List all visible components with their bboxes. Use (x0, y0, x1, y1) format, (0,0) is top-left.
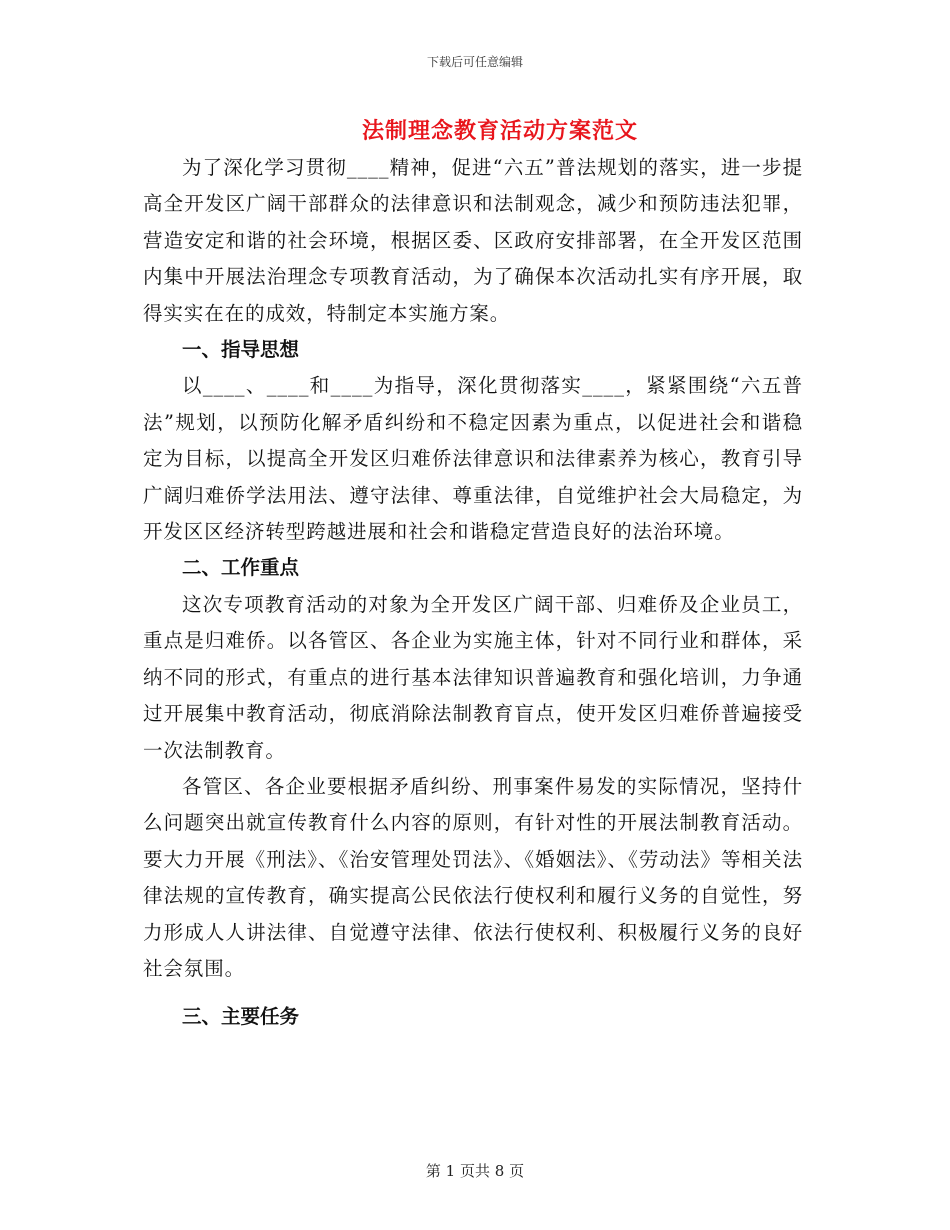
header-note: 下载后可任意编辑 (426, 55, 523, 69)
heading-guiding-ideology: 一、指导思想 (182, 338, 300, 362)
intro-paragraph: 为了深化学习贯彻____精神，促进“六五”普法规划的落实，进一步提高全开发区广阔干部群众的法律意识和法制观念，减少和预防违法犯罪，营造安定和谐的社会环境，根据区委、区政府安排部署，在全开发区范围内集中开展法治理念专项教育活动，为了确保本次活动扎实有序开展，取得实实在在的成效，特制定本实施方案。 (143, 156, 803, 325)
document-title: 法制理念教育活动方案范文 (361, 118, 638, 144)
heading-main-tasks: 三、主要任务 (182, 1005, 300, 1029)
document-body (143, 150, 803, 1036)
focus-paragraph-1: 这次专项教育活动的对象为全开发区广阔干部、归难侨及企业员工，重点是归难侨。以各管区、各企业为实施主体，针对不同行业和群体，采纳不同的形式，有重点的进行基本法律知识普遍教育和强化培训，力争通过开展集中教育活动，彻底消除法制教育盲点，使开发区归难侨普遍接受一次法制教育。 (143, 592, 803, 762)
guiding-paragraph: 以____、____和____为指导，深化贯彻落实____，紧紧围绕“六五普法”规划，以预防化解矛盾纠纷和不稳定因素为重点，以促进社会和谐稳定为目标，以提高全开发区归难侨法律意识和法律素养为核心，教育引导广阔归难侨学法用法、遵守法律、尊重法律，自觉维护社会大局稳定，为开发区区经济转型跨越进展和社会和谐稳定营造良好的法治环境。 (143, 374, 803, 544)
heading-work-focus: 二、工作重点 (182, 556, 300, 580)
page-footer: 第 1 页共 8 页 (425, 1162, 525, 1180)
focus-paragraph-2: 各管区、各企业要根据矛盾纠纷、刑事案件易发的实际情况，坚持什么问题突出就宣传教育什么内容的原则，有针对性的开展法制教育活动。要大力开展《刑法》、《治安管理处罚法》、《婚姻法》、《劳动法》等相关法律法规的宣传教育，确实提高公民依法行使权利和履行义务的自觉性，努力形成人人讲法律、自觉遵守法律、依法行使权利、积极履行义务的良好社会氛围。 (143, 774, 803, 980)
